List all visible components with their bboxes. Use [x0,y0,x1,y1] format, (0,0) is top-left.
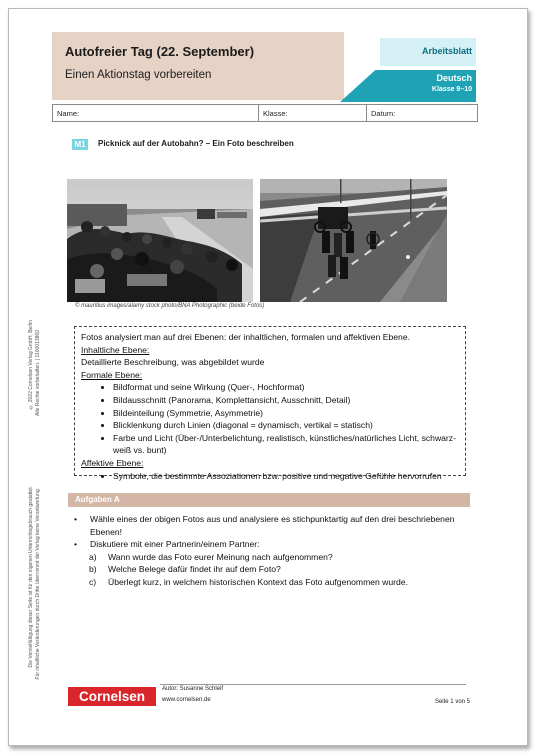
list-item: • Bildausschnitt (Panorama, Komplettansicht, Ausschnitt, Detail) [113,394,459,407]
tasks-title: Aufgaben A [75,495,120,504]
subtask-label: b) [89,564,97,575]
info-intro: Fotos analysiert man auf drei Ebenen: der inhaltlichen, formalen und affektiven Ebene. [81,332,410,342]
info-inhalt-text: Detaillierte Beschreibung, was abgebildet wurde [81,357,265,368]
subtask-text: Wann wurde das Foto eurer Meinung nach aufgenommen? [108,551,333,562]
subtask-label: a) [89,551,97,562]
page-number: Seite 1 von 5 [434,699,470,705]
photo-credit: © mauritius images/alamy stock photo/BNA Photographic (beide Fotos) [75,303,265,309]
affektiv-list [81,470,459,483]
info-heading-affektiv: Affektive Ebene: [81,457,144,468]
cornelsen-logo: Cornelsen [68,687,156,706]
grade-label: Klasse 9–10 [431,86,472,93]
datum-field[interactable]: Datum: [371,109,396,118]
side-copyright: © 2022 Cornelsen Verlag GmbH, Berlin [28,320,34,410]
photo-horse-carriage-on-motorway [260,179,447,302]
info-heading-inhalt: Inhaltliche Ebene: [81,344,150,355]
tasks-list [66,513,472,589]
student-info-row [52,104,478,122]
list-item: • Blicklenkung durch Linien (diagonal = dynamisch, vertikal = statisch) [113,419,459,432]
section-title: Picknick auf der Autobahn? – Ein Foto beschreiben [98,139,294,148]
sheet-type-label: Arbeitsblatt [421,46,472,56]
list-item: • Farbe und Licht (Über-/Unterbelichtung, realistisch, künstliches/natürliches Licht, schwarz-weiß vs. bunt) [113,432,459,457]
name-field[interactable]: Name: [53,105,259,121]
subtask-text: Überlegt kurz, in welchem historischen Kontext das Foto aufgenommen wurde. [108,576,408,587]
subject-label: Deutsch [436,73,472,83]
list-item: • Bildeinteilung (Symmetrie, Asymmetrie) [113,407,459,420]
task-item: • Wähle eines der obigen Fotos aus und analysiere es stichpunktartig auf den drei beschriebenen Ebenen! [66,513,472,538]
page-title: Autofreier Tag (22. September) [65,44,255,59]
side-rights: Alle Rechte vorbehalten. | 1100013860 [35,330,41,416]
side-usage-note: Die Vervielfältigung dieser Seite ist für den eigenen Unterrichtsgebrauch gestattet. [28,486,34,668]
list-item: • Bildformat und seine Wirkung (Quer-, Hochformat) [113,381,459,394]
footer-divider [160,684,466,685]
subtask-label: c) [89,576,97,587]
task-item: • Diskutiere mit einer Partnerin/einem Partner: [66,538,472,551]
klasse-field[interactable]: Klasse: [259,105,367,121]
footer-author: Autor: Susanne Schleif [162,686,224,692]
subtask-item [66,576,472,589]
footer-website-link[interactable]: www.cornelsen.de [162,697,211,703]
subtask-text: Welche Belege dafür findet ihr auf dem Foto? [108,564,281,575]
header-band [52,32,344,100]
subtask-item [66,551,472,564]
list-item: • Symbole, die bestimmte Assoziationen bzw. positive und negative Gefühle hervorrufen [113,470,459,483]
analysis-info-box [74,326,466,481]
formal-list [81,381,459,457]
photo-picnic-on-motorway [67,179,253,302]
info-heading-formal: Formale Ebene: [81,369,143,380]
tasks-header-bar [68,493,470,507]
side-usage-note-2: Für inhaltliche Veränderungen durch Dritte übernimmt der Verlag keine Verantwortung. [35,488,41,680]
section-badge: M1 [72,139,88,150]
page-subtitle: Einen Aktionstag vorbereiten [65,69,212,81]
subtask-item [66,563,472,576]
